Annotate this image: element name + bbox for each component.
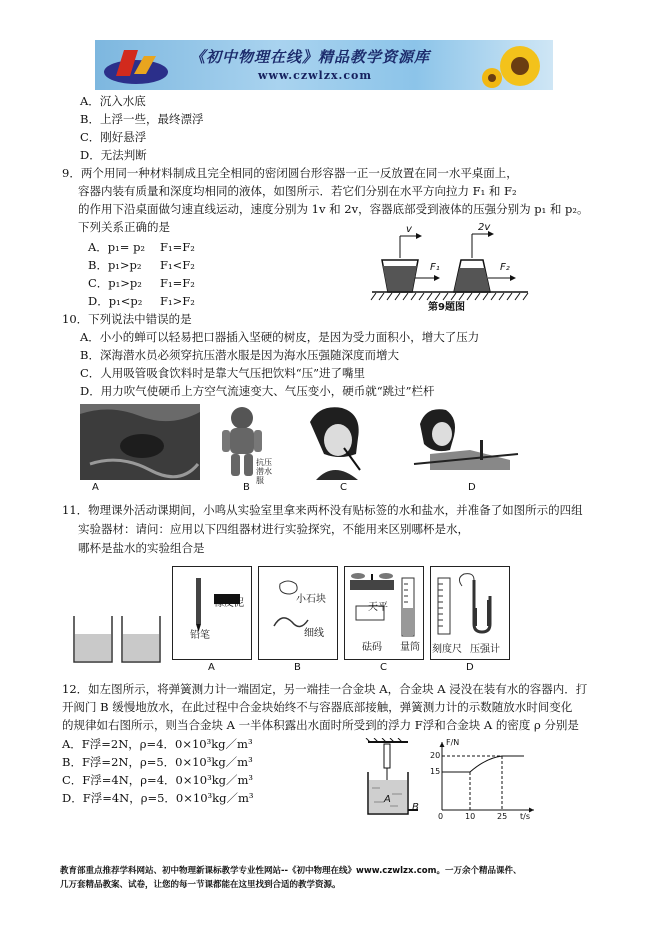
q11-stem-line1: 11．物理课外活动课期间，小鸣从实验室里拿来两杯没有贴标签的水和盐水，并准备了如图所示的四组 (62, 503, 583, 517)
graph-y-tick-20: 20 (430, 751, 441, 760)
kit-a-label: A (208, 662, 215, 673)
q9-fig-f2: F₂ (500, 262, 510, 273)
q10-stem: 10．下列说法中错误的是 (62, 312, 192, 326)
q9-option-d-force: F₁>F₂ (160, 294, 195, 308)
q8-option-a: A．沉入水底 (80, 94, 146, 108)
q11-stem-line2: 实验器材：请问：应用以下四组器材进行实验探究，不能用来区别哪杯是水， (78, 522, 469, 536)
q12-fig-label-b: B (412, 802, 419, 813)
force-time-graph (428, 738, 538, 820)
banner-title: 《初中物理在线》精品教学资源库 (190, 48, 431, 66)
q9-fig-v1: v (406, 224, 412, 235)
graph-x-tick-0: 0 (438, 812, 444, 821)
q12-fig-label-a: A (384, 794, 391, 805)
q9-option-a-force: F₁=F₂ (160, 240, 195, 254)
q10-photo-label-c: C (340, 482, 347, 493)
q12-stem-line2: 开阀门 B 缓慢地放水，在此过程中合金块始终不与容器底部接触，弹簧测力计的示数随放水时间变化 (62, 700, 573, 714)
footer-line2: 几万套精品教案、试卷，让您的每一节课都能在这里找到合适的教学资源。 (60, 880, 341, 890)
q9-stem-line4: 下列关系正确的是 (78, 220, 170, 234)
q9-fig-caption: 第9题图 (428, 302, 465, 313)
kit-d-label: D (466, 662, 474, 673)
q12-option-a: A．F浮=2N，ρ=4．0×10³kg／m³ (62, 737, 253, 751)
q9-option-c-force: F₁=F₂ (160, 276, 195, 290)
beakers-figure (70, 610, 166, 666)
kit-a-item-pencil: 铅笔 (190, 630, 210, 641)
q8-option-d: D．无法判断 (80, 148, 147, 162)
graph-x-tick-10: 10 (465, 812, 476, 821)
q10-photo-label-b: B (243, 482, 250, 493)
sunflower-icon (478, 40, 553, 90)
q10-photo-label-a: A (92, 482, 99, 493)
q10-option-a: A．小小的蝉可以轻易把口器插入坚硬的树皮，是因为受力面积小，增大了压力 (80, 330, 480, 344)
q9-option-d-pressure: D．p₁<p₂ (88, 294, 143, 308)
ruler-pressure-gauge-icon (434, 570, 506, 640)
q9-option-b-force: F₁<F₂ (160, 258, 195, 272)
footer-line1: 教育部重点推荐学科网站、初中物理新课标教学专业性网站--《初中物理在线》www.czwlzx.com。一万余个精品课件、 (60, 866, 522, 876)
q9-stem-line1: 9．两个用同一种材料制成且完全相同的密闭圆台形容器一正一反放置在同一水平桌面上， (62, 166, 518, 180)
q8-option-c: C．刚好悬浮 (80, 130, 147, 144)
straw-drinking-photo (300, 404, 370, 480)
q11-stem-line3: 哪杯是盐水的实验组合是 (78, 541, 205, 555)
coin-blow-photo (410, 404, 520, 480)
diver-caption: 抗压潜水服 (256, 458, 272, 485)
kit-c-item-weights: 砝码 (362, 642, 382, 653)
q12-option-d: D．F浮=4N，ρ=5．0×10³kg／m³ (62, 791, 254, 805)
q8-option-b: B．上浮一些，最终漂浮 (80, 112, 204, 126)
q10-option-c: C．人用吸管吸食饮料时是靠大气压把饮料“压”进了嘴里 (80, 366, 366, 380)
q9-option-a-pressure: A．p₁= p₂ (88, 240, 146, 254)
q10-option-b: B．深海潜水员必须穿抗压潜水服是因为海水压强随深度而增大 (80, 348, 399, 362)
logo-icon (98, 42, 178, 88)
kit-b-item-thread: 细线 (304, 628, 324, 639)
kit-b-item-stone: 小石块 (296, 594, 326, 605)
kit-c-item-cylinder: 量筒 (400, 642, 420, 653)
q12-stem-line3: 的规律如右图所示，则当合金块 A 一半体积露出水面时所受到的浮力 F浮和合金块 A 的密度 ρ 分别是 (62, 718, 579, 732)
q12-option-b: B．F浮=2N，ρ=5．0×10³kg／m³ (62, 755, 253, 769)
banner-url[interactable]: www.czwlzx.com (258, 69, 373, 82)
q12-stem-line1: 12．如左图所示，将弹簧测力计一端固定，另一端挂一合金块 A，合金块 A 浸没在装有水的容器内．打 (62, 682, 588, 696)
q9-option-b-pressure: B．p₁>p₂ (88, 258, 142, 272)
q9-fig-v2: 2v (478, 222, 491, 233)
kit-d-item-gauge: 压强计 (470, 644, 500, 655)
kit-b-label: B (294, 662, 301, 673)
q10-photo-label-d: D (468, 482, 476, 493)
kit-c-label: C (380, 662, 387, 673)
graph-x-label: t/s (520, 812, 530, 821)
graph-x-tick-25: 25 (497, 812, 508, 821)
q9-stem-line3: 的作用下沿桌面做匀速直线运动，速度分别为 1v 和 2v，容器底部受到液体的压强分别为 p₁ 和 p₂。 (78, 202, 589, 216)
kit-c-item-balance: 天平 (368, 602, 388, 613)
q9-stem-line2: 容器内装有质量和深度均相同的液体，如图所示．若它们分别在水平方向拉力 F₁ 和 F₂ (78, 184, 517, 198)
q9-fig-f1: F₁ (430, 262, 440, 273)
graph-y-label: F/N (446, 738, 460, 747)
kit-d-item-ruler: 刻度尺 (432, 644, 462, 655)
q12-option-c: C．F浮=4N，ρ=4．0×10³kg／m³ (62, 773, 254, 787)
graph-y-tick-15: 15 (430, 767, 441, 776)
kit-a-item-plasticine: 橡皮泥 (214, 598, 244, 609)
q10-option-d: D．用力吹气使硬币上方空气流速变大、气压变小，硬币就“跳过”栏杆 (80, 384, 435, 398)
q9-option-c-pressure: C．p₁>p₂ (88, 276, 142, 290)
cicada-photo (80, 404, 200, 480)
